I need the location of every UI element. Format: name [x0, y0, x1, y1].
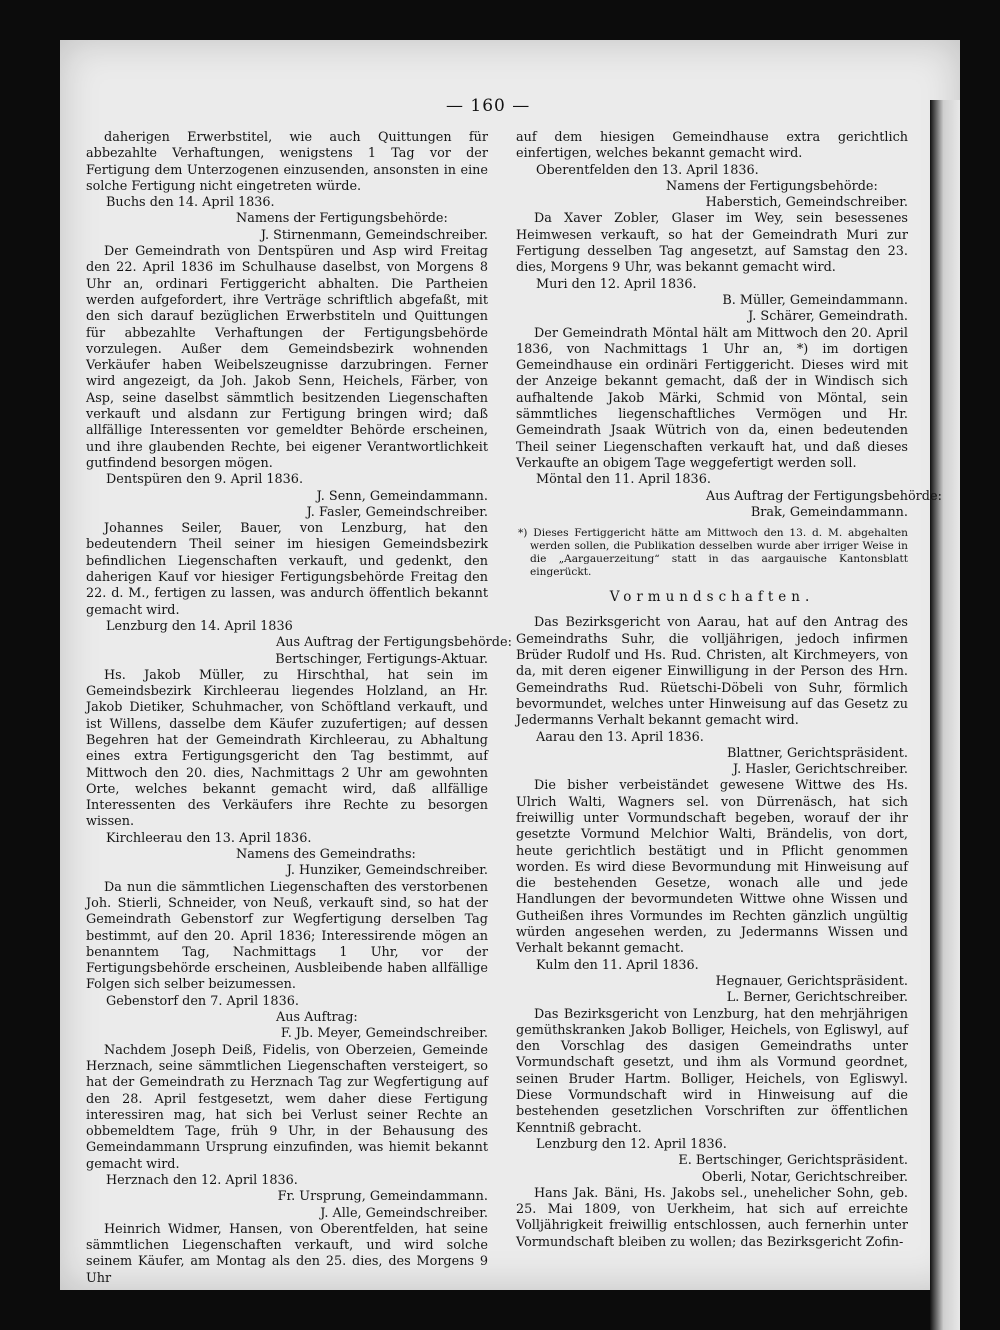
dateline: Lenzburg den 14. April 1836 [106, 618, 293, 634]
authority-line: Aus Auftrag der Fertigungsbehörde: [706, 488, 942, 504]
signature-line: J. Hunziker, Gemeindschreiber. [286, 863, 488, 879]
signature-line: J. Stirnenmann, Gemeindschreiber. [260, 227, 488, 243]
paragraph: Hs. Jakob Müller, zu Hirschthal, hat sein im Gemeindsbezirk Kirchleerau liegendes Holzland, an Hr. Jakob Dietiker, Schuhmacher, von Schöftland verkauft, und ist Willens, dasselbe dem Käufer zuzufertigen; auf dessen Begehren hat der Gemeindrath Kirchleerau, zu Abhaltung eines extra Fertigungsgericht den Tag bestimmt, auf Mittwoch den 20. dies, Nachmittags 2 Uhr am gewohnten Orte, welches bekannt gemacht wird, daß allfällige Interessenten des Verkäufers ihre Rechte zu besorgen wissen. [86, 667, 488, 830]
signature-line: B. Müller, Gemeindammann. [722, 292, 908, 308]
authority-line: Aus Auftrag der Fertigungsbehörde: [276, 635, 512, 651]
authority-line: Namens der Fertigungsbehörde: [236, 211, 448, 227]
signature-line: J. Fasler, Gemeindschreiber. [306, 504, 488, 520]
dateline: Kirchleerau den 13. April 1836. [106, 830, 312, 846]
signature-line: Blattner, Gerichtspräsident. [726, 745, 908, 761]
signature-line: J. Alle, Gemeindschreiber. [320, 1205, 488, 1221]
paragraph: Nachdem Joseph Deiß, Fidelis, von Oberzeien, Gemeinde Herznach, seine sämmtlichen Liegenschaften versteigert, so hat der Gemeindrath zu Herznach Tag zur Wegfertigung auf den 28. April festgesetzt, wem daher diese Fertigung interessiren mag, hat sich bei Verlust seiner Rechte an obbemeldtem Tage, früh 9 Uhr, in der Behausung des Gemeindammann Ursprung einzufinden, was hiemit bekannt gemacht wird. [86, 1042, 488, 1172]
signature-line: Fr. Ursprung, Gemeindammann. [277, 1189, 488, 1205]
paragraph: Das Bezirksgericht von Aarau, hat auf den Antrag des Gemeindraths Suhr, die volljährigen, jedoch infirmen Brüder Rudolf und Hs. Rud. Christen, alt Kirchmeyers, von da, mit deren eigener Einwilligung in der Person des Hrn. Gemeindraths Rud. Rüetschi-Döbeli von Suhr, förmlich bevormundet, welches unter Hinweisung auf das Gesetz zu Jedermanns Verhalt bekannt gemacht wird. [516, 615, 908, 729]
next-page-edge [930, 100, 960, 1330]
signature-line: J. Senn, Gemeindammann. [316, 488, 488, 504]
authority-line: Namens der Fertigungsbehörde: [666, 178, 878, 194]
right-column [516, 130, 942, 1251]
footnote: *) Dieses Fertiggericht hätte am Mittwoch den 13. d. M. abgehalten werden sollen, die Publikation desselben wurde aber irriger Weise in die „Aargauerzeitung“ statt in das aargauische Kantonsblatt eingerückt. [518, 527, 908, 579]
paragraph: Hans Jak. Bäni, Hs. Jakobs sel., unehelicher Sohn, geb. 25. Mai 1809, von Uerkheim, hat sich auf erreichte Volljährigkeit freiwillig entschlossen, auch fernerhin unter Vormundschaft bleiben zu wollen; das Bezirksgericht Zofin- [516, 1185, 908, 1250]
paragraph: Der Gemeindrath von Dentspüren und Asp wird Freitag den 22. April 1836 im Schulhause daselbst, von Morgens 8 Uhr an, ordinari Fertiggericht abhalten. Die Partheien werden aufgefordert, ihre Verträge schriftlich abgefaßt, mit den sich darauf bezüglichen Erwerbstiteln und Quittungen für abbezahlte Verhaftungen der Fertigungsbehörde vorzulegen. Außer dem Gemeindsbezirk wohnenden Verkäufer haben Weibelszeugnisse darzubringen. Ferner wird angezeigt, da Joh. Jakob Senn, Heichels, Färber, von Asp, seine daselbst sämmtlich besitzenden Liegenschaften verkauft und alsdann zur Fertigung bringen wird; daß allfällige Interessenten vor gemeldter Behörde erscheinen, und ihre glaubenden Rechte, bei eigener Verantwortlichkeit gutfindend besorgen mögen. [86, 244, 488, 471]
signature-line: Oberli, Notar, Gerichtschreiber. [701, 1169, 908, 1185]
paragraph: Da nun die sämmtlichen Liegenschaften des verstorbenen Joh. Stierli, Schneider, von Neuß, verkauft sind, so hat der Gemeindrath Gebenstorf zur Wegfertigung derselben Tag bestimmt, auf den 20. April 1836; Interessirende mögen an benanntem Tag, Nachmittags 1 Uhr, vor der Fertigungsbehörde erscheinen, Ausbleibende haben allfällige Folgen sich selber beizumessen. [86, 879, 488, 993]
dateline: Muri den 12. April 1836. [536, 276, 697, 292]
paragraph: Da Xaver Zobler, Glaser im Wey, sein besessenes Heimwesen verkauft, so hat der Gemeindrath Muri zur Fertigung desselben Tag angesetzt, auf Samstag den 23. dies, Morgens 9 Uhr, was bekannt gemacht wird. [516, 211, 908, 276]
signature-line: Brak, Gemeindammann. [750, 504, 908, 520]
dateline: Oberentfelden den 13. April 1836. [536, 162, 759, 178]
signature-line: Bertschinger, Fertigungs-Aktuar. [275, 651, 488, 667]
dateline: Herznach den 12. April 1836. [106, 1173, 298, 1188]
dateline: Möntal den 11. April 1836. [536, 472, 711, 488]
dateline: Buchs den 14. April 1836. [106, 195, 275, 211]
paragraph-continued: auf dem hiesigen Gemeindhause extra gerichtlich einfertigen, welches bekannt gemacht wird. [516, 130, 908, 162]
authority-line: Aus Auftrag: [276, 1010, 358, 1026]
dateline: Kulm den 11. April 1836. [536, 957, 699, 973]
paragraph: daherigen Erwerbstitel, wie auch Quittungen für abbezahlte Verhaftungen, wenigstens 1 Tag vor der Fertigung dem Unterzogenen einzusenden, ansonsten in eine solche Fertigung nicht eingetreten würde. [86, 130, 488, 194]
dateline: Dentspüren den 9. April 1836. [106, 472, 304, 488]
section-heading: Vormundschaften. [609, 589, 815, 606]
paragraph: Johannes Seiler, Bauer, von Lenzburg, hat den bedeutendern Theil seiner im hiesigen Gemeindsbezirk befindlichen Liegenschaften verkauft, und gedenkt, den daherigen Kauf vor hiesiger Fertigungsbehörde Freitag den 22. d. M., fertigen zu lassen, was andurch öffentlich bekannt gemacht wird. [86, 521, 488, 618]
paragraph: Heinrich Widmer, Hansen, von Oberentfelden, hat seine sämmtlichen Liegenschaften verkauft, und wird solche seinem Käufer, am Montag als den 25. dies, des Morgens 9 Uhr [86, 1221, 488, 1286]
dateline: Lenzburg den 12. April 1836. [536, 1136, 727, 1152]
paragraph: Die bisher verbeiständet gewesene Wittwe des Hs. Ulrich Walti, Wagners sel. von Dürrenäsch, hat sich freiwillig unter Vormundschaft begeben, worauf der ihr gesetzte Vormund Melchior Walti, Brändelis, von dort, heute gerichtlich bestätigt und in Pflicht genommen worden. Es wird diese Bevormundung mit Hinweisung auf die bestehenden Gesetze, wonach alle und jede Handlungen der bevormundeten Wittwe ohne Wissen und Gutheißen ihres Vormundes im Rechten gänzlich ungültig würden angesehen werden, zu Jedermanns Wissen und Verhalt bekannt gemacht. [516, 778, 908, 957]
dateline: Aarau den 13. April 1836. [536, 729, 704, 745]
signature-line: F. Jb. Meyer, Gemeindschreiber. [280, 1026, 488, 1042]
signature-line: L. Berner, Gerichtschreiber. [726, 990, 908, 1006]
signature-line: E. Bertschinger, Gerichtspräsident. [678, 1153, 908, 1169]
signature-line: Hegnauer, Gerichtspräsident. [715, 973, 908, 989]
page-number: — 160 — [446, 96, 531, 116]
signature-line: J. Hasler, Gerichtschreiber. [732, 762, 908, 778]
left-column [86, 130, 512, 1287]
dateline: Gebenstorf den 7. April 1836. [106, 993, 299, 1009]
paragraph: Der Gemeindrath Möntal hält am Mittwoch den 20. April 1836, von Nachmittags 1 Uhr an, *) im dortigen Gemeindhause ein ordinäri Fertiggericht. Dieses wird mit der Anzeige bekannt gemacht, daß der in Windisch sich aufhaltende Jakob Märki, Schmid von Möntal, sein sämmtliches liegenschaftliches Vermögen und Hr. Gemeindrath Jsaak Wütrich von da, einen bedeutenden Theil seiner Liegenschaften verkauft hat, und daß dieses Verkaufte an obigem Tage weggefertigt werden soll. [516, 325, 908, 471]
authority-line: Namens des Gemeindraths: [236, 847, 416, 863]
signature-line: Haberstich, Gemeindschreiber. [705, 195, 908, 211]
signature-line: J. Schärer, Gemeindrath. [748, 309, 908, 325]
paragraph: Das Bezirksgericht von Lenzburg, hat den mehrjährigen gemüthskranken Jakob Bolliger, Heichels, von Egliswyl, auf den Vorschlag des dasigen Gemeindraths unter Vormundschaft gesetzt, und ihm als Vormund geordnet, seinen Bruder Hartm. Bolliger, Heichels, von Egliswyl. Diese Vormundschaft wird in Hinweisung auf die bestehenden gesetzlichen Vorschriften zur öffentlichen Kenntniß gebracht. [516, 1006, 908, 1136]
